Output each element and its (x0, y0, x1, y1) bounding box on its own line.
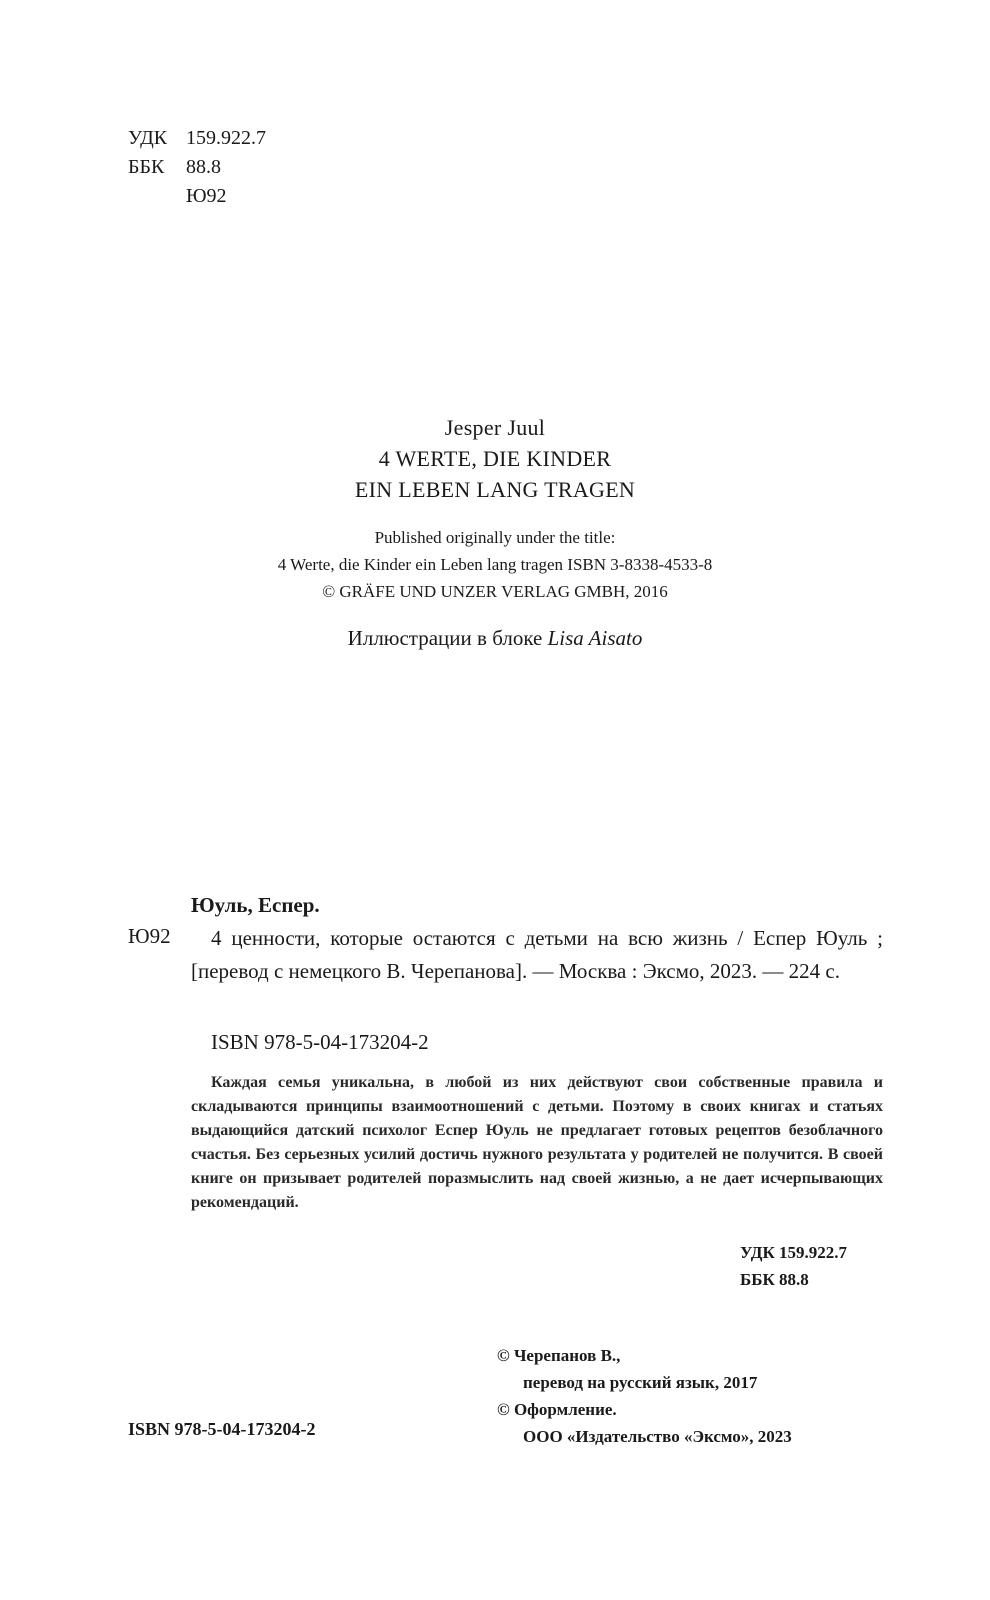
catalog-author-heading: Юуль, Еспер. (191, 893, 320, 917)
original-title-line2: EIN LEBEN LANG TRAGEN (354, 477, 636, 502)
publication-info (0, 524, 990, 605)
copyright-line1: © Черепанов В., (497, 1346, 621, 1365)
catalog-codes (740, 1239, 847, 1293)
original-title-block (0, 412, 990, 505)
classification-codes (128, 124, 266, 211)
publication-line3: © GRÄFE UND UNZER VERLAG GMBH, 2016 (322, 582, 668, 601)
illustrations-credit (0, 626, 990, 651)
illustrator-name: Lisa Aisato (547, 626, 643, 650)
udk-value: 159.922.7 (186, 127, 266, 149)
catalog-udk: УДК 159.922.7 (740, 1243, 848, 1262)
bbk-value: 88.8 (186, 156, 221, 178)
publication-line1: Published originally under the title: (374, 528, 616, 547)
bbk-label: ББК (128, 156, 165, 178)
copyright-line3: © Оформление. (497, 1400, 617, 1419)
copyright-line2: перевод на русский язык, 2017 (523, 1373, 758, 1392)
original-author: Jesper Juul (444, 415, 546, 440)
copyright-line4: ООО «Издательство «Эксмо», 2023 (523, 1427, 792, 1446)
catalog-isbn: ISBN 978-5-04-173204-2 (211, 1030, 429, 1054)
catalog-entry: 4 ценности, которые остаются с детьми на всю жизнь / Еспер Юуль ; [перевод с немецкого В. Черепанова]. — Москва : Эксмо, 2023. — 224 с. (191, 926, 883, 983)
udk-label: УДК (128, 127, 168, 149)
illustrations-prefix: Иллюстрации в блоке (347, 626, 548, 650)
copyright-block (497, 1342, 792, 1450)
original-title-line1: 4 WERTE, DIE KINDER (378, 446, 612, 471)
footer-isbn: ISBN 978-5-04-173204-2 (128, 1419, 316, 1439)
publication-line2: 4 Werte, die Kinder ein Leben lang tragen ISBN 3-8338-4533-8 (277, 555, 713, 574)
author-sign: Ю92 (186, 185, 227, 207)
catalog-bbk: ББК 88.8 (740, 1270, 809, 1289)
catalog-code: Ю92 (128, 924, 171, 948)
catalog-abstract: Каждая семья уникальна, в любой из них действуют свои собственные правила и складываются принципы взаимоотношений с детьми. Поэтому в своих книгах и статьях выдающийся датский психолог Еспер Юуль не предлагает готовых рецептов безоблачного счастья. Без серьезных усилий достичь нужного результата у родителей не получится. В своей книге он призывает родителей поразмыслить над своей жизнью, а не дает исчерпывающих рекомендаций. (191, 1074, 883, 1211)
